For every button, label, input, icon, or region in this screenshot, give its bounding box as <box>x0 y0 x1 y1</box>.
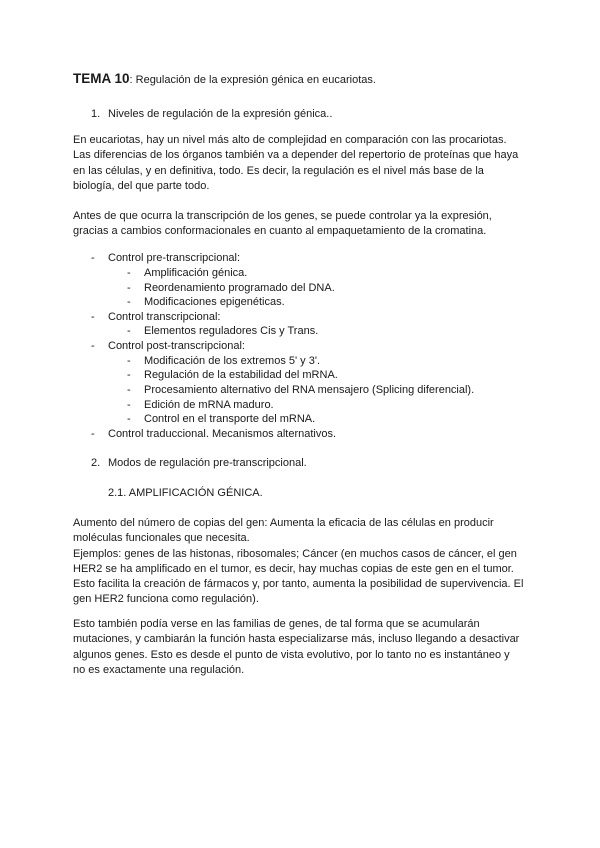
dash-marker: - <box>127 369 131 381</box>
sub-list-item-label: Procesamiento alternativo del RNA mensajero (Splicing diferencial). <box>144 384 475 396</box>
section-2-number: 2. <box>91 457 101 469</box>
dash-marker: - <box>91 252 95 264</box>
list-item-label: Control traduccional. Mecanismos alternativos. <box>108 428 337 440</box>
paragraph-line: moléculas funcionales que necesita. <box>73 532 250 545</box>
paragraph-line: En eucariotas, hay un nivel más alto de complejidad en comparación con las procariotas. <box>73 134 507 146</box>
paragraph-line: algunos genes. Esto es desde el punto de vista evolutivo, por lo tanto no es instantáneo y <box>73 648 510 661</box>
paragraph-line: Aumento del número de copias del gen: Aumenta la eficacia de las células en producir <box>73 517 494 529</box>
paragraph-line: Las diferencias de los órganos también va a depender del repertorio de proteínas que haya <box>73 149 519 162</box>
paragraph-line: gen HER2 funciona como regulación). <box>73 593 259 606</box>
tema-label: TEMA 10 <box>73 71 130 86</box>
paragraph-line: no es exactamente una regulación. <box>73 663 245 676</box>
section-2-heading <box>91 456 307 471</box>
paragraph-line: Esto facilita la creación de fármacos y, por tanto, aumenta la posibilidad de supervivencia. El <box>73 578 524 591</box>
sub-list-item-label: Elementos reguladores Cis y Trans. <box>144 325 319 337</box>
dash-marker: - <box>127 267 131 279</box>
subsection-heading: 2.1. AMPLIFICACIÓN GÉNICA. <box>108 487 263 499</box>
sub-list-item-label: Modificación de los extremos 5' y 3'. <box>144 355 320 367</box>
paragraph-line: mutaciones, y cambiarán la función hasta especializarse más, incluso llegando a desactivar <box>73 633 520 646</box>
sub-list-item-label: Regulación de la estabilidad del mRNA. <box>144 369 338 381</box>
dash-marker: - <box>127 296 131 308</box>
dash-marker: - <box>91 311 95 323</box>
paragraph-line: biología, del que parte todo. <box>73 179 210 192</box>
dash-marker: - <box>91 340 95 352</box>
evolution-paragraph <box>73 617 519 678</box>
dash-marker: - <box>127 355 131 367</box>
title-text: : Regulación de la expresión génica en eucariotas. <box>129 74 376 86</box>
sub-list-item-label: Reordenamiento programado del DNA. <box>144 282 335 294</box>
list-item-label: Control post-transcripcional: <box>108 340 245 352</box>
sub-list-item-label: Control en el transporte del mRNA. <box>144 413 316 425</box>
dash-marker: - <box>127 282 131 294</box>
page-title <box>73 71 376 88</box>
paragraph-line: en las células, y en definitiva, todo. Es decir, la regulación es el nivel más base de la <box>73 164 484 177</box>
section-1-heading <box>91 107 332 122</box>
intro-paragraph-2 <box>73 209 492 240</box>
paragraph-line: HER2 se ha amplificado en el tumor, es decir, hay muchas copias de este gen en el tumor. <box>73 562 514 575</box>
sub-list-item-label: Modificaciones epigenéticas. <box>144 296 285 308</box>
paragraph-line: Ejemplos: genes de las histonas, ribosomales; Cáncer (en muchos casos de cáncer, el gen <box>73 547 517 560</box>
dash-marker: - <box>127 384 131 396</box>
list-item-label: Control pre-transcripcional: <box>108 252 241 264</box>
paragraph-line: Antes de que ocurra la transcripción de los genes, se puede controlar ya la expresión, <box>73 210 492 222</box>
paragraph-line: Esto también podía verse en las familias de genes, de tal forma que se acumularán <box>73 618 480 630</box>
paragraph-line: gracias a cambios conformacionales en cuanto al empaquetamiento de la cromatina. <box>73 225 487 238</box>
list-item-label: Control transcripcional: <box>108 311 221 323</box>
sub-list-item-label: Edición de mRNA maduro. <box>144 399 274 411</box>
dash-marker: - <box>91 428 95 440</box>
section-1-label: Niveles de regulación de la expresión génica.. <box>108 108 333 120</box>
dash-marker: - <box>127 413 131 425</box>
section-2-label: Modos de regulación pre-transcripcional. <box>108 457 307 469</box>
amplification-paragraph <box>73 516 523 608</box>
section-1-number: 1. <box>91 108 101 120</box>
sub-list-item-label: Amplificación génica. <box>144 267 248 279</box>
dash-marker: - <box>127 325 131 337</box>
dash-marker: - <box>127 399 131 411</box>
intro-paragraph <box>73 133 518 194</box>
